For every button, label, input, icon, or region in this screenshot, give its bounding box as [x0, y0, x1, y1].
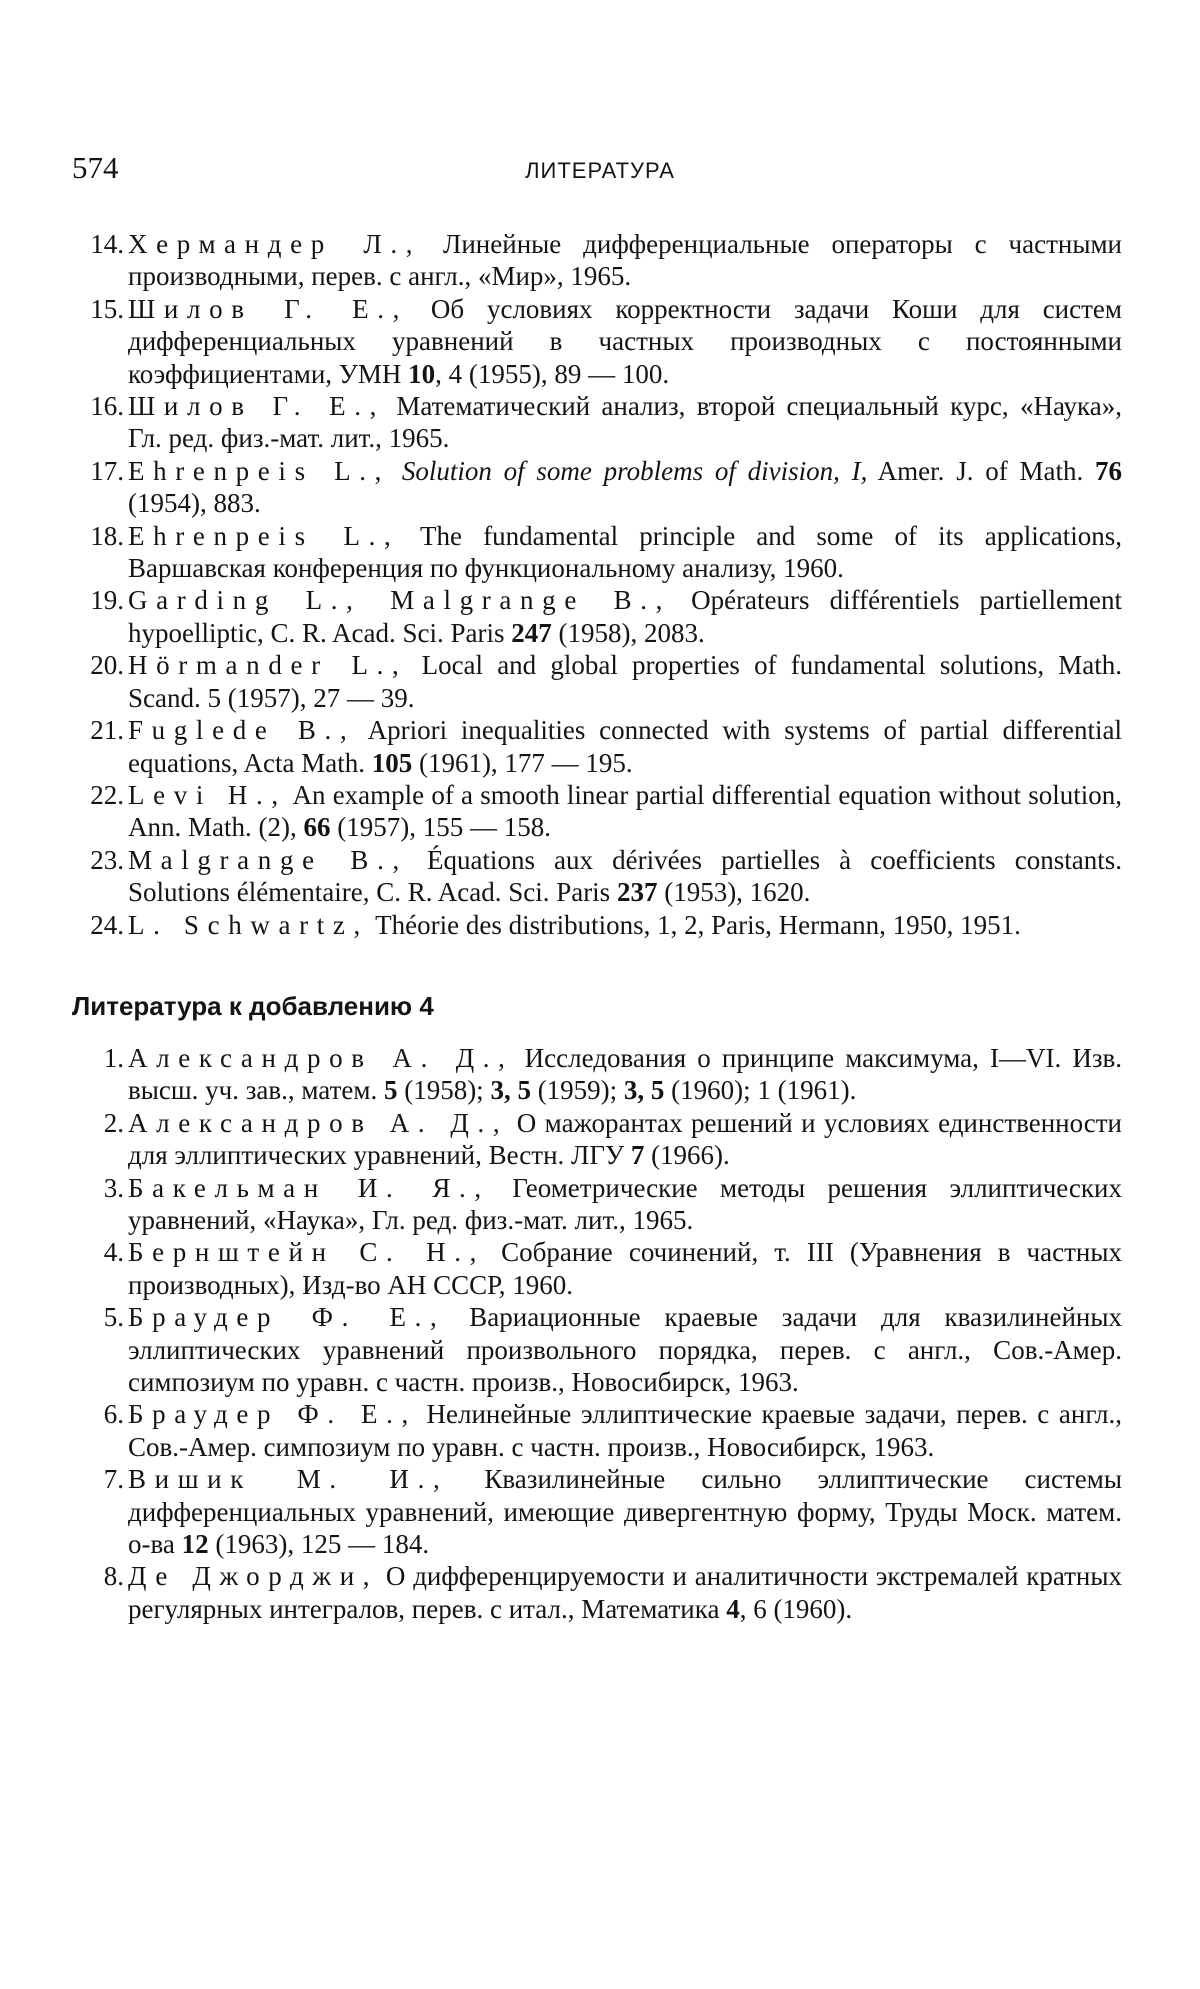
- reference-item: [72, 1172, 1122, 1237]
- reference-author: Бернштейн С. Н.,: [128, 1237, 486, 1268]
- reference-number: 24 .: [72, 909, 124, 941]
- reference-text: Геометрические методы решения эллиптических уравнений, «Наука», Гл. ред. физ.-мат. лит., 1965.: [128, 1172, 1122, 1235]
- reference-item: [72, 649, 1122, 714]
- reference-text: Вариационные краевые задачи для квазилинейных эллиптических уравнений произвольного порядка, перев. с англ., Сов.-Амер. симпозиум по уравн. с частн. произв., Новосибирск, 1963.: [128, 1302, 1122, 1397]
- reference-author: Александров А. Д.,: [128, 1107, 509, 1138]
- reference-text: Apriori inequalities connected with systems of partial differential equations, Acta Math.: [128, 715, 1122, 778]
- reference-list-appendix-4: [72, 1042, 1122, 1625]
- reference-text: О дифференцируемости и аналитичности экстремалей кратных регулярных интегралов, перев. с итал., Математика: [128, 1561, 1122, 1624]
- reference-number: 19 .: [72, 584, 124, 616]
- reference-author: Шилов Г. Е.,: [128, 293, 409, 324]
- reference-author: Де Джорджи,: [128, 1561, 379, 1592]
- reference-number: 22 .: [72, 779, 124, 811]
- reference-text: Собрание сочинений, т. III (Уравнения в частных производных), Изд-во АН СССР, 1960.: [128, 1237, 1122, 1300]
- reference-author: Вишик М. И.,: [128, 1464, 449, 1495]
- reference-number: 21 .: [72, 714, 124, 746]
- page-number: 574: [72, 150, 119, 185]
- reference-text: Opérateurs différentiels partiellement hypoelliptic, C. R. Acad. Sci. Paris: [128, 585, 1122, 648]
- reference-item: [72, 779, 1122, 844]
- reference-title-italic: Solution of some problems of division, I,: [390, 455, 868, 486]
- reference-item: [72, 1560, 1122, 1625]
- reference-text: Об условиях корректности задачи Коши для систем дифференциальных уравнений в частных производных с постоянными коэффициентами, УМН: [128, 293, 1122, 389]
- reference-item: [72, 584, 1122, 649]
- reference-number: 15 .: [72, 293, 124, 325]
- reference-volume: 66: [303, 812, 331, 843]
- reference-volume: 3, 5: [490, 1075, 531, 1106]
- reference-number: 5 .: [72, 1301, 124, 1333]
- reference-item: [72, 1107, 1122, 1172]
- reference-author: Шилов Г. Е.,: [128, 391, 386, 422]
- reference-item: [72, 1236, 1122, 1301]
- reference-number: 18 .: [72, 520, 124, 552]
- reference-text: Квазилинейные сильно эллиптические системы дифференциальных уравнений, имеющие дивергентную форму, Труды Моск. матем. о-ва: [128, 1464, 1122, 1560]
- reference-author: L. Schwartz,: [128, 909, 369, 940]
- reference-volume: 237: [616, 877, 658, 908]
- reference-list-main: [72, 228, 1122, 941]
- reference-text: The fundamental principle and some of its applications, Варшавская конференция по функциональному анализу, 1960.: [128, 520, 1122, 584]
- reference-tail: (1954), 883.: [128, 488, 261, 519]
- reference-number: 20 .: [72, 649, 124, 681]
- reference-item: [72, 714, 1122, 779]
- reference-text: Amer. J. of Math.: [867, 455, 1095, 486]
- reference-number: 4 .: [72, 1236, 124, 1268]
- reference-tail: , 6 (1960).: [739, 1593, 853, 1624]
- reference-item: [72, 1463, 1122, 1560]
- reference-volume: 10: [408, 358, 436, 389]
- reference-author: Браудер Ф. Е.,: [128, 1399, 417, 1430]
- reference-item: [72, 228, 1122, 293]
- section-title: Литература к добавлению 4: [72, 990, 434, 1021]
- reference-number: 2 .: [72, 1107, 124, 1139]
- reference-item: [72, 909, 1122, 941]
- reference-author: Бакельман И. Я.,: [128, 1172, 490, 1203]
- reference-number: 7 .: [72, 1463, 124, 1495]
- reference-author: Levi H.,: [128, 779, 287, 810]
- reference-text: Théorie des distributions, 1, 2, Paris, Hermann, 1950, 1951.: [368, 909, 1021, 940]
- reference-volume: 247: [511, 617, 552, 648]
- reference-author: Malgrange B.,: [128, 844, 408, 875]
- reference-tail: (1957), 155 — 158.: [330, 812, 551, 843]
- running-title: ЛИТЕРАТУРА: [525, 158, 675, 183]
- reference-author: Александров А. Д.,: [128, 1042, 514, 1073]
- reference-volume: 12: [181, 1529, 209, 1560]
- reference-volume: 3, 5: [623, 1075, 665, 1106]
- reference-item: [72, 455, 1122, 520]
- reference-tail: (1963), 125 — 184.: [208, 1529, 430, 1560]
- reference-author: Хермандер Л.,: [128, 229, 422, 259]
- reference-volume: 105: [371, 747, 413, 778]
- reference-item: [72, 293, 1122, 390]
- reference-tail: (1958), 2083.: [551, 617, 705, 648]
- reference-text: Équations aux dérivées partielles à coefficients constants. Solutions élémentaire, C. R. Acad. Sci. Paris: [128, 844, 1123, 908]
- reference-tail: (1953), 1620.: [657, 877, 811, 908]
- reference-text: Нелинейные эллиптические краевые задачи, перев. с англ., Сов.-Амер. симпозиум по уравн. с частн. произв., Новосибирск, 1963.: [128, 1399, 1122, 1462]
- reference-volume: 76: [1094, 455, 1122, 486]
- reference-number: 16 .: [72, 390, 124, 422]
- reference-author: Garding L., Malgrange B.,: [128, 585, 672, 616]
- reference-volume: 4: [726, 1593, 740, 1624]
- reference-text: An example of a smooth linear partial differential equation without solution, Ann. Math. (2),: [128, 779, 1122, 843]
- reference-tail: (1961), 177 — 195.: [412, 747, 633, 778]
- reference-author: Fuglede B.,: [128, 715, 356, 746]
- reference-text: Local and global properties of fundamental solutions, Math. Scand. 5 (1957), 27 — 39.: [128, 650, 1123, 713]
- reference-tail: (1960); 1 (1961).: [664, 1075, 857, 1106]
- reference-text: О мажорантах решений и условиях единственности для эллиптических уравнений, Вестн. ЛГУ: [128, 1107, 1122, 1171]
- reference-tail: (1966).: [644, 1140, 730, 1171]
- reference-volume: 7: [630, 1140, 645, 1171]
- reference-author: Браудер Ф. Е.,: [128, 1302, 446, 1333]
- reference-number: 14 .: [72, 228, 124, 260]
- reference-item: [72, 1398, 1122, 1463]
- reference-text: Исследования о принципе максимума, I—VI. Изв. высш. уч. зав., матем.: [128, 1042, 1122, 1106]
- reference-tail: , 4 (1955), 89 — 100.: [435, 358, 670, 389]
- reference-number: 17 .: [72, 455, 124, 487]
- reference-item: [72, 1042, 1122, 1107]
- reference-item: [72, 1301, 1122, 1398]
- reference-author: Ehrenpeis L.,: [128, 455, 391, 486]
- reference-text: Линейные дифференциальные операторы с частными производными, перев. с англ., «Мир», 1965.: [128, 229, 1122, 292]
- reference-number: 6 .: [72, 1398, 124, 1430]
- reference-item: [72, 390, 1122, 455]
- reference-item: [72, 520, 1122, 585]
- reference-tail: (1959);: [530, 1075, 624, 1106]
- reference-author: Ehrenpeis L.,: [128, 520, 400, 551]
- reference-number: 3 .: [72, 1172, 124, 1204]
- reference-item: [72, 844, 1122, 909]
- reference-volume: 5: [383, 1075, 398, 1106]
- reference-number: 23 .: [72, 844, 124, 876]
- reference-tail: (1958);: [397, 1075, 491, 1106]
- reference-number: 1 .: [72, 1042, 124, 1074]
- reference-number: 8 .: [72, 1560, 124, 1592]
- reference-text: Математический анализ, второй специальный курс, «Наука», Гл. ред. физ.-мат. лит., 1965.: [128, 391, 1122, 454]
- reference-author: Hörmander L.,: [128, 650, 408, 681]
